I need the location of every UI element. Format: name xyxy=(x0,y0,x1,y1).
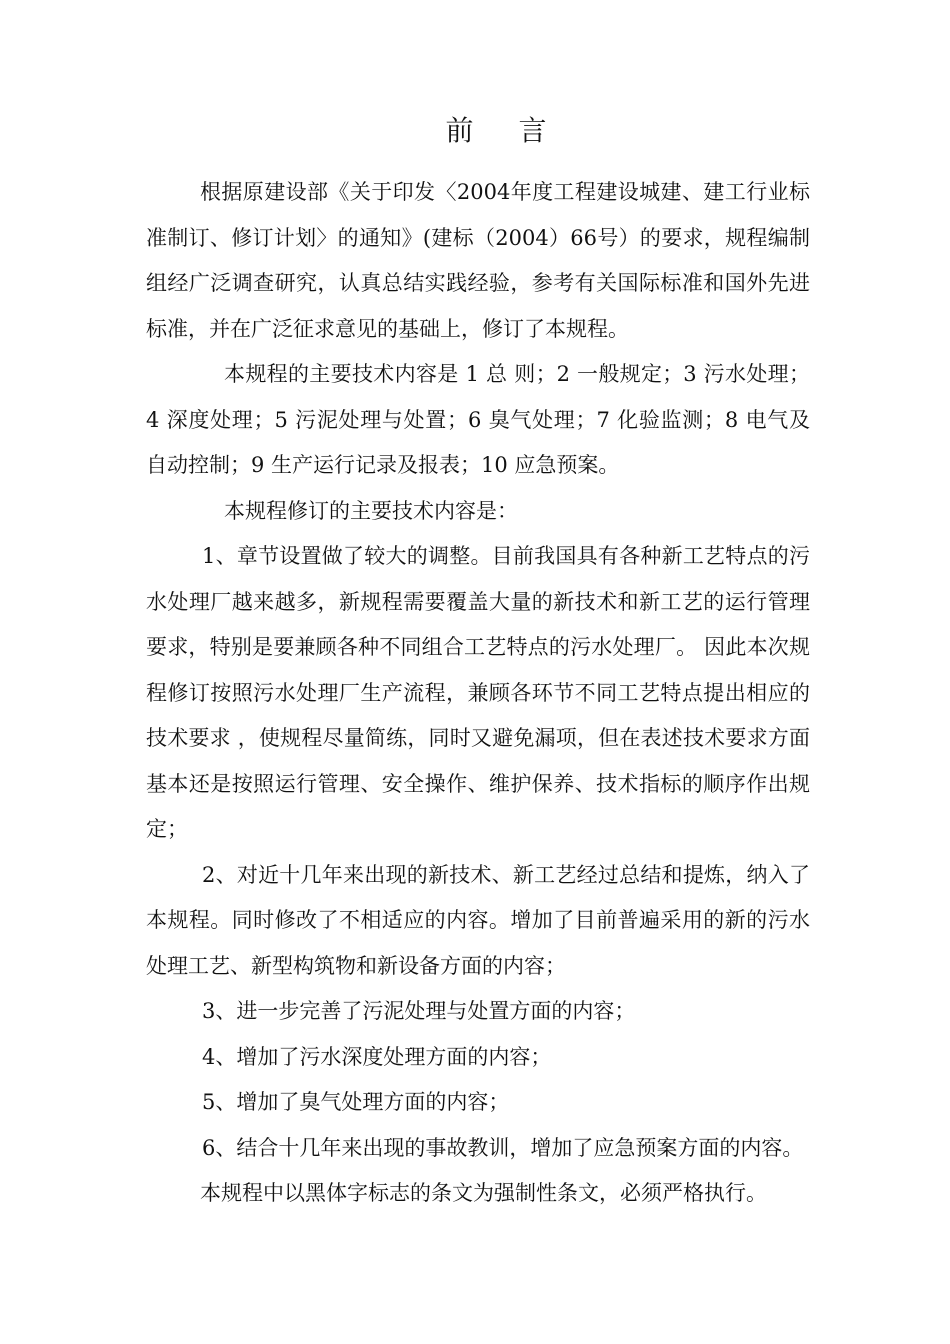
paragraph-item-2: 2、对近十几年来出现的新技术、新工艺经过总结和提炼，纳入了本规程。同时修改了不相适应的内容。增加了目前普遍采用的新的污水处理工艺、新型构筑物和新设备方面的内容； xyxy=(146,862,810,978)
paragraph-background: 根据原建设部《关于印发〈2004年度工程建设城建、建工行业标准制订、修订计划〉的通知》(建标（2004）66号）的要求，规程编制组经广泛调查研究，认真总结实践经验，参考有关国际标准和国外先进标准，并在广泛征求意见的基础上，修订了本规程。 xyxy=(146,180,810,341)
paragraph-mandatory-note: 本规程中以黑体字标志的条文为强制性条文，必须严格执行。 xyxy=(200,1181,767,1205)
page-title: 前 言 xyxy=(445,114,565,147)
paragraph-item-1: 1、章节设置做了较大的调整。目前我国具有各种新工艺特点的污水处理厂越来越多，新规程需要覆盖大量的新技术和新工艺的运行管理要求，特别是要兼顾各种不同组合工艺特点的污水处理厂。 因此本次规程修订按照污水处理厂生产流程，兼顾各环节不同工艺特点提出相应的技术要求 ，使规程尽量简练，同时又避免漏项，但在表述技术要求方面基本还是按照运行管理、安全操作、维护保养、技术指标的顺序作出规定； xyxy=(146,544,810,841)
paragraph-item-6: 6、结合十几年来出现的事故教训，增加了应急预案方面的内容。 xyxy=(202,1135,804,1160)
paragraph-item-4: 4、增加了污水深度处理方面的内容； xyxy=(202,1044,552,1069)
paragraph-item-3: 3、进一步完善了污泥处理与处置方面的内容； xyxy=(202,999,636,1023)
document-body xyxy=(146,170,810,1217)
paragraph-item-5: 5、增加了臭气处理方面的内容； xyxy=(202,1090,510,1114)
paragraph-revision-intro: 本规程修订的主要技术内容是： xyxy=(224,498,518,523)
paragraph-main-content: 本规程的主要技术内容是 1 总 则；2 一般规定；3 污水处理；4 深度处理；5 污泥处理与处置；6 臭气处理；7 化验监测；8 电气及自动控制；9 生产运行记录及报表；10 应急预案。 xyxy=(146,362,810,477)
